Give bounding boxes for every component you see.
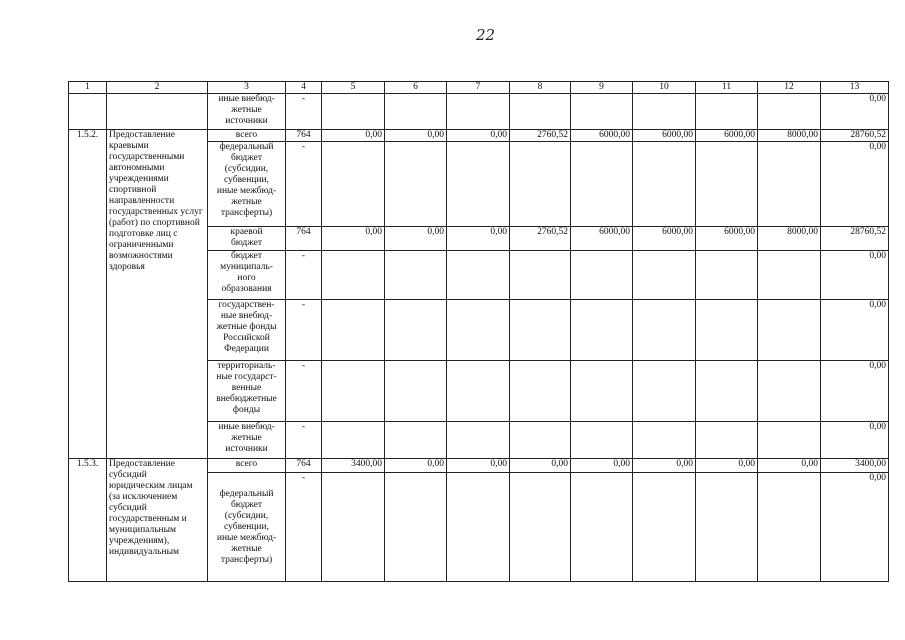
value-cell: 0,00 (447, 227, 510, 251)
value-cell (571, 422, 633, 459)
value-cell (633, 142, 696, 227)
code-cell: - (286, 142, 322, 227)
code-cell: - (286, 94, 322, 130)
column-header: 1 (69, 82, 107, 94)
value-cell: 0,00 (322, 130, 385, 142)
value-cell: 8000,00 (758, 130, 821, 142)
total-cell: 0,00 (821, 251, 889, 300)
value-cell (758, 422, 821, 459)
value-cell (696, 361, 758, 422)
funding-source-cell: федеральный бюджет (субсидии, субвенции, иные межбюд- жетные трансферты) (208, 142, 286, 227)
value-cell: 0,00 (633, 459, 696, 473)
value-cell (447, 422, 510, 459)
value-cell: 3400,00 (322, 459, 385, 473)
value-cell: 0,00 (447, 459, 510, 473)
value-cell (758, 300, 821, 361)
value-cell (385, 473, 447, 582)
table-row (69, 459, 889, 473)
value-cell (322, 142, 385, 227)
total-cell: 0,00 (821, 361, 889, 422)
value-cell: 6000,00 (633, 130, 696, 142)
item-name-cell (107, 94, 208, 130)
value-cell (385, 300, 447, 361)
value-cell (758, 142, 821, 227)
value-cell: 6000,00 (696, 227, 758, 251)
value-cell (571, 251, 633, 300)
value-cell: 6000,00 (571, 130, 633, 142)
value-cell (510, 142, 571, 227)
value-cell: 6000,00 (633, 227, 696, 251)
value-cell (696, 422, 758, 459)
column-header: 3 (208, 82, 286, 94)
budget-table (68, 81, 889, 582)
value-cell (322, 422, 385, 459)
column-header: 13 (821, 82, 889, 94)
value-cell (633, 473, 696, 582)
value-cell (696, 251, 758, 300)
value-cell (447, 361, 510, 422)
value-cell (385, 94, 447, 130)
column-header: 9 (571, 82, 633, 94)
funding-source-cell: всего (208, 459, 286, 473)
funding-source-cell: всего (208, 130, 286, 142)
table-row (69, 94, 889, 130)
value-cell (322, 251, 385, 300)
funding-source-cell: бюджет муниципаль- ного образования (208, 251, 286, 300)
value-cell (510, 361, 571, 422)
total-cell: 28760,52 (821, 130, 889, 142)
value-cell (510, 94, 571, 130)
value-cell (447, 473, 510, 582)
code-cell: 764 (286, 459, 322, 473)
value-cell (696, 473, 758, 582)
value-cell (447, 94, 510, 130)
value-cell (322, 361, 385, 422)
value-cell (322, 94, 385, 130)
value-cell (758, 361, 821, 422)
value-cell (447, 251, 510, 300)
column-header: 4 (286, 82, 322, 94)
value-cell (510, 300, 571, 361)
column-header: 6 (385, 82, 447, 94)
value-cell (322, 473, 385, 582)
funding-source-cell: государствен- ные внебюд- жетные фонды Российской Федерации (208, 300, 286, 361)
total-cell: 0,00 (821, 300, 889, 361)
total-cell: 3400,00 (821, 459, 889, 473)
value-cell (633, 361, 696, 422)
column-header: 8 (510, 82, 571, 94)
value-cell (385, 422, 447, 459)
value-cell (633, 94, 696, 130)
value-cell (571, 142, 633, 227)
total-cell: 0,00 (821, 94, 889, 130)
item-name-cell: Предоставление субсидий юридическим лицам (за исключением субсидий государственным и муниципальным учреждениям), индивидуальным (107, 459, 208, 582)
value-cell (571, 300, 633, 361)
value-cell (696, 142, 758, 227)
value-cell (571, 361, 633, 422)
value-cell (571, 473, 633, 582)
code-cell: - (286, 422, 322, 459)
value-cell (696, 94, 758, 130)
value-cell (447, 300, 510, 361)
value-cell: 0,00 (385, 227, 447, 251)
value-cell: 0,00 (696, 459, 758, 473)
code-cell: 764 (286, 130, 322, 142)
row-number-cell (69, 94, 107, 130)
value-cell: 2760,52 (510, 130, 571, 142)
value-cell (696, 300, 758, 361)
value-cell: 0,00 (322, 227, 385, 251)
table-row (69, 130, 889, 142)
column-header: 11 (696, 82, 758, 94)
total-cell: 28760,52 (821, 227, 889, 251)
funding-source-cell: иные внебюд- жетные источники (208, 422, 286, 459)
column-header: 10 (633, 82, 696, 94)
row-number-cell: 1.5.3. (69, 459, 107, 582)
code-cell: 764 (286, 227, 322, 251)
column-header: 2 (107, 82, 208, 94)
code-cell: - (286, 361, 322, 422)
value-cell: 0,00 (385, 130, 447, 142)
value-cell (571, 94, 633, 130)
funding-source-cell: федеральный бюджет (субсидии, субвенции, иные межбюд- жетные трансферты) (208, 473, 286, 582)
value-cell (633, 422, 696, 459)
value-cell (447, 142, 510, 227)
total-cell: 0,00 (821, 142, 889, 227)
value-cell (385, 361, 447, 422)
page-number: 22 (476, 26, 496, 44)
funding-source-cell: краевой бюджет (208, 227, 286, 251)
value-cell: 6000,00 (696, 130, 758, 142)
value-cell: 0,00 (447, 130, 510, 142)
column-header: 5 (322, 82, 385, 94)
funding-source-cell: иные внебюд- жетные источники (208, 94, 286, 130)
funding-source-cell: территориаль- ные государст- венные внебюджетные фонды (208, 361, 286, 422)
value-cell (510, 251, 571, 300)
column-header: 7 (447, 82, 510, 94)
value-cell: 0,00 (571, 459, 633, 473)
column-number-row (69, 82, 889, 94)
column-header: 12 (758, 82, 821, 94)
value-cell (633, 251, 696, 300)
value-cell (385, 142, 447, 227)
value-cell (758, 94, 821, 130)
total-cell: 0,00 (821, 473, 889, 582)
code-cell: - (286, 251, 322, 300)
value-cell: 2760,52 (510, 227, 571, 251)
item-name-cell: Предоставление краевыми государственными автономными учреждениями спортивной направленности государственных услуг (работ) по спортивной подготовке лиц с ограниченными возможностями здоровья (107, 130, 208, 459)
code-cell: - (286, 473, 322, 582)
value-cell (758, 473, 821, 582)
total-cell: 0,00 (821, 422, 889, 459)
value-cell: 6000,00 (571, 227, 633, 251)
value-cell (758, 251, 821, 300)
value-cell (510, 473, 571, 582)
value-cell: 8000,00 (758, 227, 821, 251)
value-cell (633, 300, 696, 361)
code-cell: - (286, 300, 322, 361)
value-cell (510, 422, 571, 459)
row-number-cell: 1.5.2. (69, 130, 107, 459)
value-cell: 0,00 (385, 459, 447, 473)
value-cell (385, 251, 447, 300)
value-cell: 0,00 (510, 459, 571, 473)
value-cell (322, 300, 385, 361)
value-cell: 0,00 (758, 459, 821, 473)
